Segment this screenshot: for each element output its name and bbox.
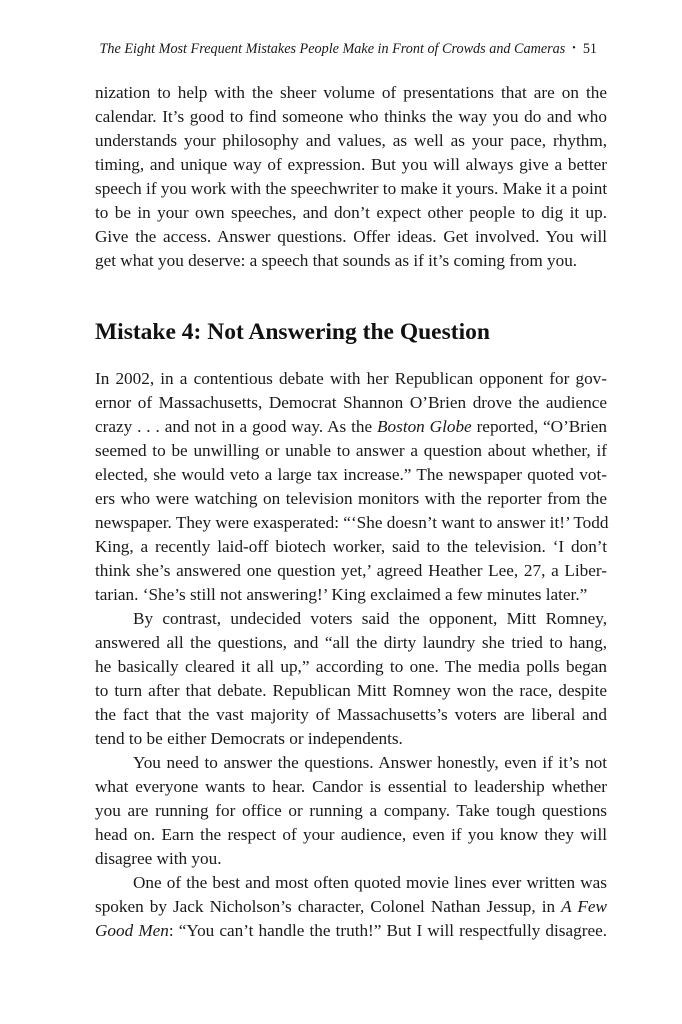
text-line: understands your philosophy and values, as well as your pace, rhythm, — [95, 131, 607, 150]
text-line: get what you deserve: a speech that sounds as if it’s coming from you. — [95, 251, 578, 270]
publication-title: Boston Globe — [377, 417, 472, 436]
text-line: By contrast, undecided voters said the opponent, Mitt Romney, — [133, 609, 607, 628]
text-line: newspaper. They were exasperated: “‘She doesn’t want to answer it!’ Todd — [95, 513, 609, 532]
text-line: elected, she would veto a large tax increase.” The newspaper quoted vot- — [95, 465, 607, 484]
text-line: calendar. It’s good to find someone who thinks the way you do and who — [95, 107, 607, 126]
text-line: to turn after that debate. Republican Mitt Romney won the race, despite — [95, 681, 607, 700]
page-number: 51 — [582, 41, 597, 57]
text-line: speech if you work with the speechwriter to make it yours. Make it a point — [95, 179, 608, 198]
text-line: disagree with you. — [95, 849, 222, 868]
running-head-title: The Eight Most Frequent Mistakes People Make in Front of Crowds and Cameras — [99, 41, 566, 57]
text-line: head on. Earn the respect of your audience, even if you know they will — [95, 825, 607, 844]
text-run: spoken by Jack Nicholson’s character, Colonel Nathan Jessup, in — [95, 897, 562, 916]
text-line: ernor of Massachusetts, Democrat Shannon O’Brien drove the audience — [95, 393, 607, 412]
text-line: seemed to be unwilling or unable to answer a question about whether, if — [95, 441, 607, 460]
text-line: you are running for office or running a company. Take tough questions — [95, 801, 607, 820]
text-run: : “You can’t handle the truth!” But I will respectfully disagree. — [168, 921, 607, 940]
text-line: King, a recently laid-off biotech worker, said to the television. ‘I don’t — [95, 537, 607, 556]
text-line: tarian. ‘She’s still not answering!’ King exclaimed a few minutes later.” — [95, 585, 588, 604]
text-line: answered all the questions, and “all the dirty laundry she tried to hang, — [95, 633, 607, 652]
section-heading: Mistake 4: Not Answering the Question — [95, 319, 490, 345]
text-line: what everyone wants to hear. Candor is essential to leadership whether — [95, 777, 607, 796]
text-line: In 2002, in a contentious debate with her Republican opponent for gov- — [95, 369, 607, 388]
text-line: he basically cleared it all up,” according to one. The media polls began — [95, 657, 607, 676]
movie-title: Good Men — [95, 921, 169, 940]
text-line: to be in your own speeches, and don’t expect other people to dig it up. — [95, 203, 607, 222]
text-line — [95, 415, 607, 439]
text-line: tend to be either Democrats or independents. — [95, 729, 403, 748]
text-line: nization to help with the sheer volume of presentations that are on the — [95, 83, 607, 102]
movie-title: A Few — [561, 897, 608, 916]
text-run: crazy . . . and not in a good way. As the — [95, 417, 378, 436]
text-line: the fact that the vast majority of Massachusetts’s voters are liberal and — [95, 705, 607, 724]
text-line — [95, 895, 607, 919]
text-line: One of the best and most often quoted movie lines ever written was — [133, 873, 607, 892]
text-line: think she’s answered one question yet,’ agreed Heather Lee, 27, a Liber- — [95, 561, 607, 580]
text-line: Give the access. Answer questions. Offer ideas. Get involved. You will — [95, 227, 607, 246]
text-run: reported, “O’Brien — [471, 417, 607, 436]
text-line — [95, 919, 607, 943]
running-head — [100, 40, 597, 58]
text-line: ers who were watching on television monitors with the reporter from the — [95, 489, 607, 508]
text-line: You need to answer the questions. Answer honestly, even if it’s not — [133, 753, 607, 772]
text-line: timing, and unique way of expression. But you will always give a better — [95, 155, 607, 174]
running-head-separator: • — [572, 43, 576, 54]
